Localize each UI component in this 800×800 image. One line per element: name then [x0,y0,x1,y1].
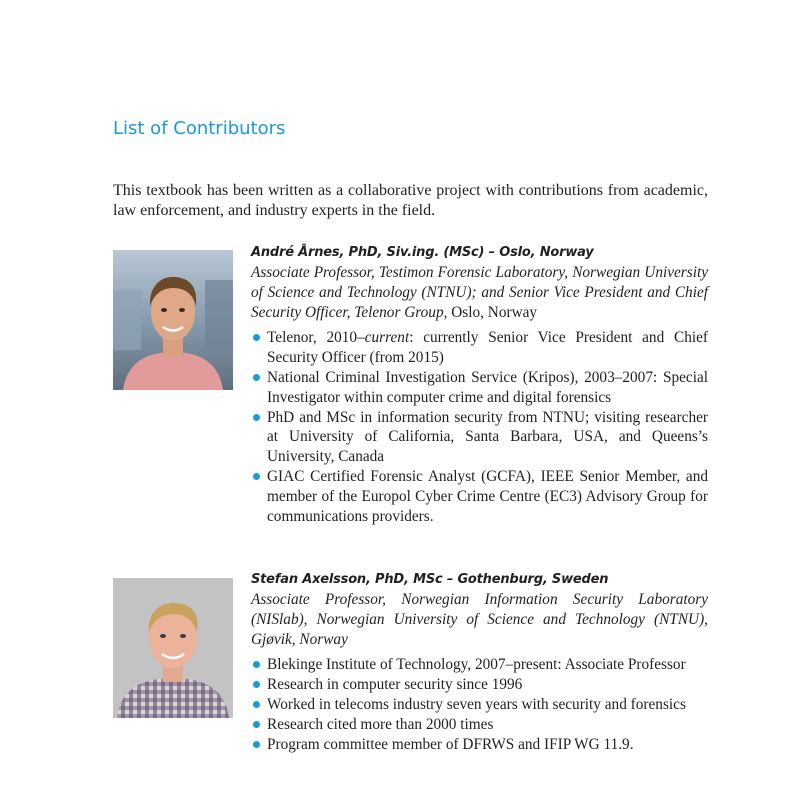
affiliation-text: Associate Professor, Testimon Forensic Laboratory, Norwegian University of Science and Technology (NTNU); and Senior Vice President and Chief Security Officer, Telenor Group, [251,264,708,321]
contributor-bullet-list [251,655,708,754]
bullet-text: Research cited more than 2000 times [267,715,494,733]
affiliation-text: Associate Professor, Norwegian Information Security Laboratory (NISlab), Norwegian University of Science and Technology (NTNU), Gjøvik, Norway [251,591,708,648]
list-item [251,735,708,755]
bullet-emphasis: current [364,329,410,347]
contributor-bullet-list [251,328,708,526]
bullet-text: Program committee member of DFRWS and IFIP WG 11.9. [267,735,634,753]
contributor-name: André Årnes, PhD, Siv.ing. (MSc) – Oslo, Norway [251,245,594,260]
affiliation-location: Oslo, Norway [447,303,538,321]
contributor-entry-arnes [251,243,708,526]
contributor-name: Stefan Axelsson, PhD, MSc – Gothenburg, Sweden [251,572,609,587]
bullet-icon [253,721,260,728]
bullet-icon [253,473,260,480]
bullet-text: Worked in telecoms industry seven years with security and forensics [267,695,686,713]
bullet-text: GIAC Certified Forensic Analyst (GCFA), IEEE Senior Member, and member of the Europol Cyber Crime Centre (EC3) Advisory Group for communications providers. [267,467,708,525]
bullet-text: National Criminal Investigation Service (Kripos), 2003–2007: Special Investigator within computer crime and digital forensics [267,368,708,406]
contributor-photo-arnes [113,250,233,390]
page-title: List of Contributors [113,118,286,139]
bullet-icon [253,701,260,708]
list-item [251,695,708,715]
intro-paragraph: This textbook has been written as a collaborative project with contributions from academic, law enforcement, and industry experts in the field. [113,182,708,219]
bullet-icon [253,414,260,421]
list-item [251,328,708,368]
contributor-affiliation [251,263,708,322]
bullet-icon [253,681,260,688]
bullet-text: : currently Senior Vice President and Chief Security Officer (from 2015) [267,329,708,367]
bullet-text: Telenor, 2010– [267,329,365,347]
bullet-text: Research in computer security since 1996 [267,676,523,694]
bullet-icon [253,374,260,381]
bullet-text: Blekinge Institute of Technology, 2007–present: Associate Professor [267,656,686,674]
bullet-icon [253,334,260,341]
bullet-text: PhD and MSc in information security from NTNU; visiting researcher at University of California, Santa Barbara, USA, and Queens’s University, Canada [267,408,708,466]
list-item [251,675,708,695]
list-item [251,368,708,408]
bullet-icon [253,741,260,748]
list-item [251,467,708,526]
contributor-photo-axelsson [113,578,233,718]
contributor-affiliation [251,590,708,649]
list-item [251,715,708,735]
bullet-icon [253,661,260,668]
contributor-entry-axelsson [251,570,708,754]
list-item [251,408,708,467]
list-item [251,655,708,675]
